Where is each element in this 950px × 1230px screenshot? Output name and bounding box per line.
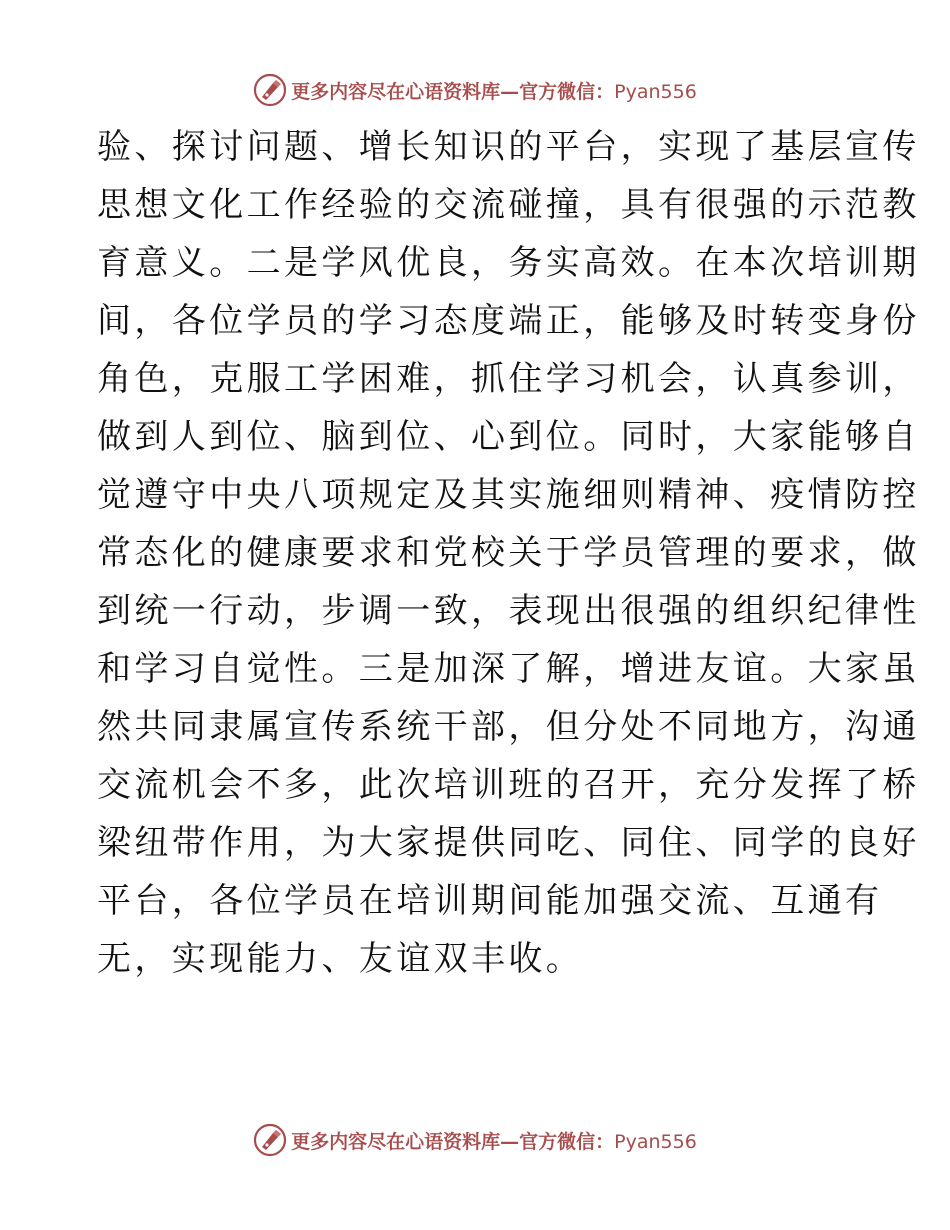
document-body (97, 118, 920, 988)
footer-banner (0, 1120, 950, 1160)
paragraph-line: 间，各位学员的学习态度端正，能够及时转变身份 (97, 301, 920, 341)
paragraph-line: 做到人到位、脑到位、心到位。同时，大家能够自 (97, 417, 920, 457)
footer-banner-text: 更多内容尽在心语资料库—官方微信：Pyan556 (291, 1130, 697, 1153)
header-banner (0, 70, 950, 110)
pen-nib-logo-icon (253, 1123, 287, 1157)
paragraph-line: 觉遵守中央八项规定及其实施细则精神、疫情防控 (97, 475, 920, 515)
paragraph-line: 和学习自觉性。三是加深了解，增进友谊。大家虽 (97, 649, 920, 689)
paragraph-line: 平台，各位学员在培训期间能加强交流、互通有 (97, 881, 883, 921)
paragraph-line: 交流机会不多，此次培训班的召开，充分发挥了桥 (97, 765, 920, 805)
paragraph-line: 验、探讨问题、增长知识的平台，实现了基层宣传 (97, 127, 920, 167)
paragraph-line: 思想文化工作经验的交流碰撞，具有很强的示范教 (97, 185, 920, 225)
paragraph-line: 角色，克服工学困难，抓住学习机会，认真参训， (97, 359, 920, 399)
paragraph-line: 然共同隶属宣传系统干部，但分处不同地方，沟通 (97, 707, 920, 747)
pen-nib-logo-icon (253, 73, 287, 107)
paragraph-line: 梁纽带作用，为大家提供同吃、同住、同学的良好 (97, 823, 920, 863)
paragraph-line: 育意义。二是学风优良，务实高效。在本次培训期 (97, 243, 920, 283)
paragraph-line: 无，实现能力、友谊双丰收。 (97, 939, 584, 979)
paragraph-line: 到统一行动，步调一致，表现出很强的组织纪律性 (97, 591, 920, 631)
paragraph-line: 常态化的健康要求和党校关于学员管理的要求，做 (97, 533, 920, 573)
header-banner-text: 更多内容尽在心语资料库—官方微信：Pyan556 (291, 80, 697, 103)
